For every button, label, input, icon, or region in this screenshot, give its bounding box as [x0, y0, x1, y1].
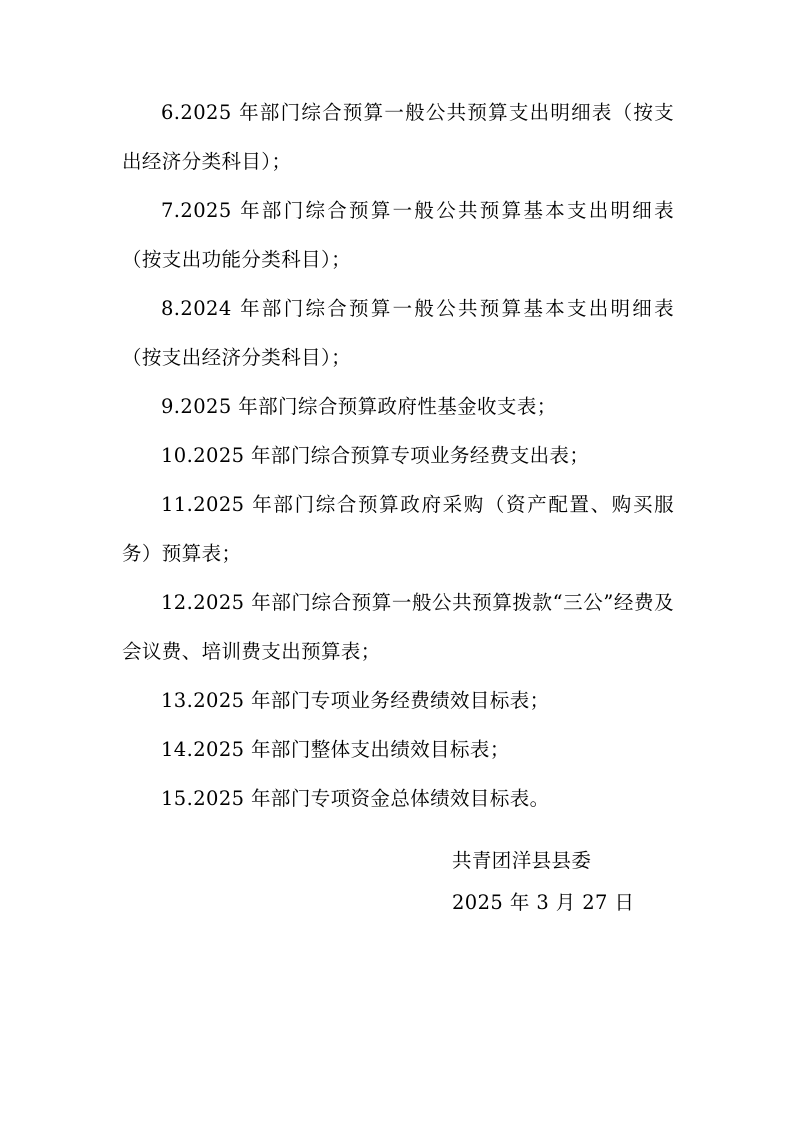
list-item: 15.2025 年部门专项资金总体绩效目标表。	[161, 787, 550, 810]
list-item: 10.2025 年部门综合预算专项业务经费支出表；	[161, 444, 590, 467]
list-item: 13.2025 年部门专项业务经费绩效目标表；	[161, 689, 550, 712]
list-item: 6.2025 年部门综合预算一般公共预算支出明细表（按支出经济分类科目）；	[122, 101, 674, 173]
list-item: 14.2025 年部门整体支出绩效目标表；	[161, 738, 510, 761]
document-body	[122, 88, 674, 823]
list-item: 8.2024 年部门综合预算一般公共预算基本支出明细表（按支出经济分类科目）；	[122, 297, 674, 369]
signature-date: 2025 年 3 月 27 日	[452, 891, 635, 914]
list-item: 11.2025 年部门综合预算政府采购（资产配置、购买服务）预算表；	[122, 493, 674, 565]
signature-organization: 共青团洋县县委	[452, 849, 592, 872]
signature-block	[122, 840, 674, 924]
list-item: 7.2025 年部门综合预算一般公共预算基本支出明细表（按支出功能分类科目）；	[122, 199, 674, 271]
list-item: 9.2025 年部门综合预算政府性基金收支表；	[161, 395, 557, 418]
list-item: 12.2025 年部门综合预算一般公共预算拨款“三公”经费及会议费、培训费支出预算表；	[122, 591, 674, 663]
